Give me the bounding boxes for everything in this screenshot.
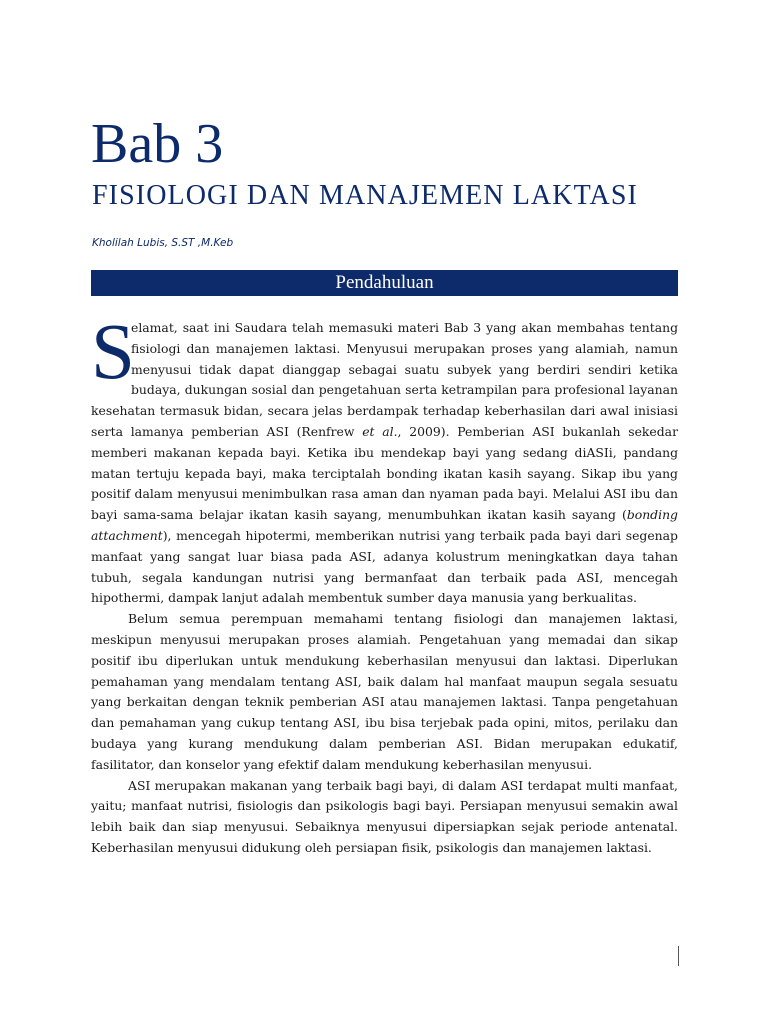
author-name: Kholilah Lubis, S.ST ,M.Keb: [92, 237, 234, 249]
section-heading-band: [91, 270, 678, 296]
paragraph-intro-text-a: elamat, saat ini Saudara telah memasuki materi Bab 3 yang akan membahas tentang fisiologi dan manajemen laktasi. Menyusui merupakan proses yang alamiah, namun menyusui tidak dapat dianggap sebagai suatu subyek yang berdiri sendiri ketika budaya, dukungan sosial dan pengetahuan serta ketrampilan para profesional layanan kesehatan termasuk bidan, secara jelas berdampak terhadap keberhasilan dari awal inisiasi serta lamanya pemberian ASI (Renfrew: [91, 320, 678, 439]
paragraph-asi-benefits: ASI merupakan makanan yang terbaik bagi bayi, di dalam ASI terdapat multi manfaat, yaitu; manfaat nutrisi, fisiologis dan psikologis bagi bayi. Persiapan menyusui semakin awal lebih baik dan siap menyusui. Sebaiknya menyusui dipersiapkan sejak periode antenatal. Keberhasilan menyusui didukung oleh persiapan fisik, psikologis dan manajemen laktasi.: [91, 777, 678, 855]
chapter-number: Bab 3: [91, 113, 224, 175]
chapter-title: FISIOLOGI DAN MANAJEMEN LAKTASI: [92, 180, 638, 211]
drop-cap: S: [91, 309, 135, 396]
term-bonding-attachment: bonding attachment: [91, 507, 678, 543]
paragraph-intro-text-c: ), mencegah hipotermi, memberikan nutrisi yang terbaik pada bayi dari segenap manfaat yang sangat luar biasa pada ASI, adanya kolustrum meningkatkan daya tahan tubuh, segala kandungan nutrisi yang bermanfaat dan terbaik pada ASI, mencegah hipothermi, dampak lanjut adalah membentuk sumber daya manusia yang berkualitas.: [91, 527, 678, 606]
page-corner-marker: [678, 946, 679, 966]
paragraph-understanding: Belum semua perempuan memahami tentang fisiologi dan manajemen laktasi, meskipun menyusui merupakan proses alamiah. Pengetahuan yang memadai dan sikap positif ibu diperlukan untuk mendukung keberhasilan menyusui dan laktasi. Diperlukan pemahaman yang mendalam tentang ASI, baik dalam hal manfaat maupun segala sesuatu yang berkaitan dengan teknik pemberian ASI atau manajemen laktasi. Tanpa pengetahuan dan pemahaman yang cukup tentang ASI, ibu bisa terjebak pada opini, mitos, perilaku dan budaya yang kurang mendukung dalam pemberian ASI. Bidan merupakan edukatif, fasilitator, dan konselor yang efektif dalam mendukung keberhasilan menyusui.: [91, 611, 678, 772]
section-heading: Pendahuluan: [335, 272, 434, 293]
paragraph-intro-text-b: , 2009). Pemberian ASI bukanlah sekedar memberi makanan kepada bayi. Ketika ibu mendekap bayi yang sedang diASIi, pandang matan tertuju kepada bayi, maka terciptalah bonding ikatan kasih sayang. Sikap ibu yang positif dalam menyusui menimbulkan rasa aman dan nyaman pada bayi. Melalui ASI ibu dan bayi sama-sama belajar ikatan kasih sayang, menumbuhkan ikatan kasih sayang (: [91, 423, 678, 523]
paragraph-intro: [91, 309, 678, 609]
citation-et-al: et al.: [362, 423, 398, 439]
body-text: [91, 309, 678, 859]
